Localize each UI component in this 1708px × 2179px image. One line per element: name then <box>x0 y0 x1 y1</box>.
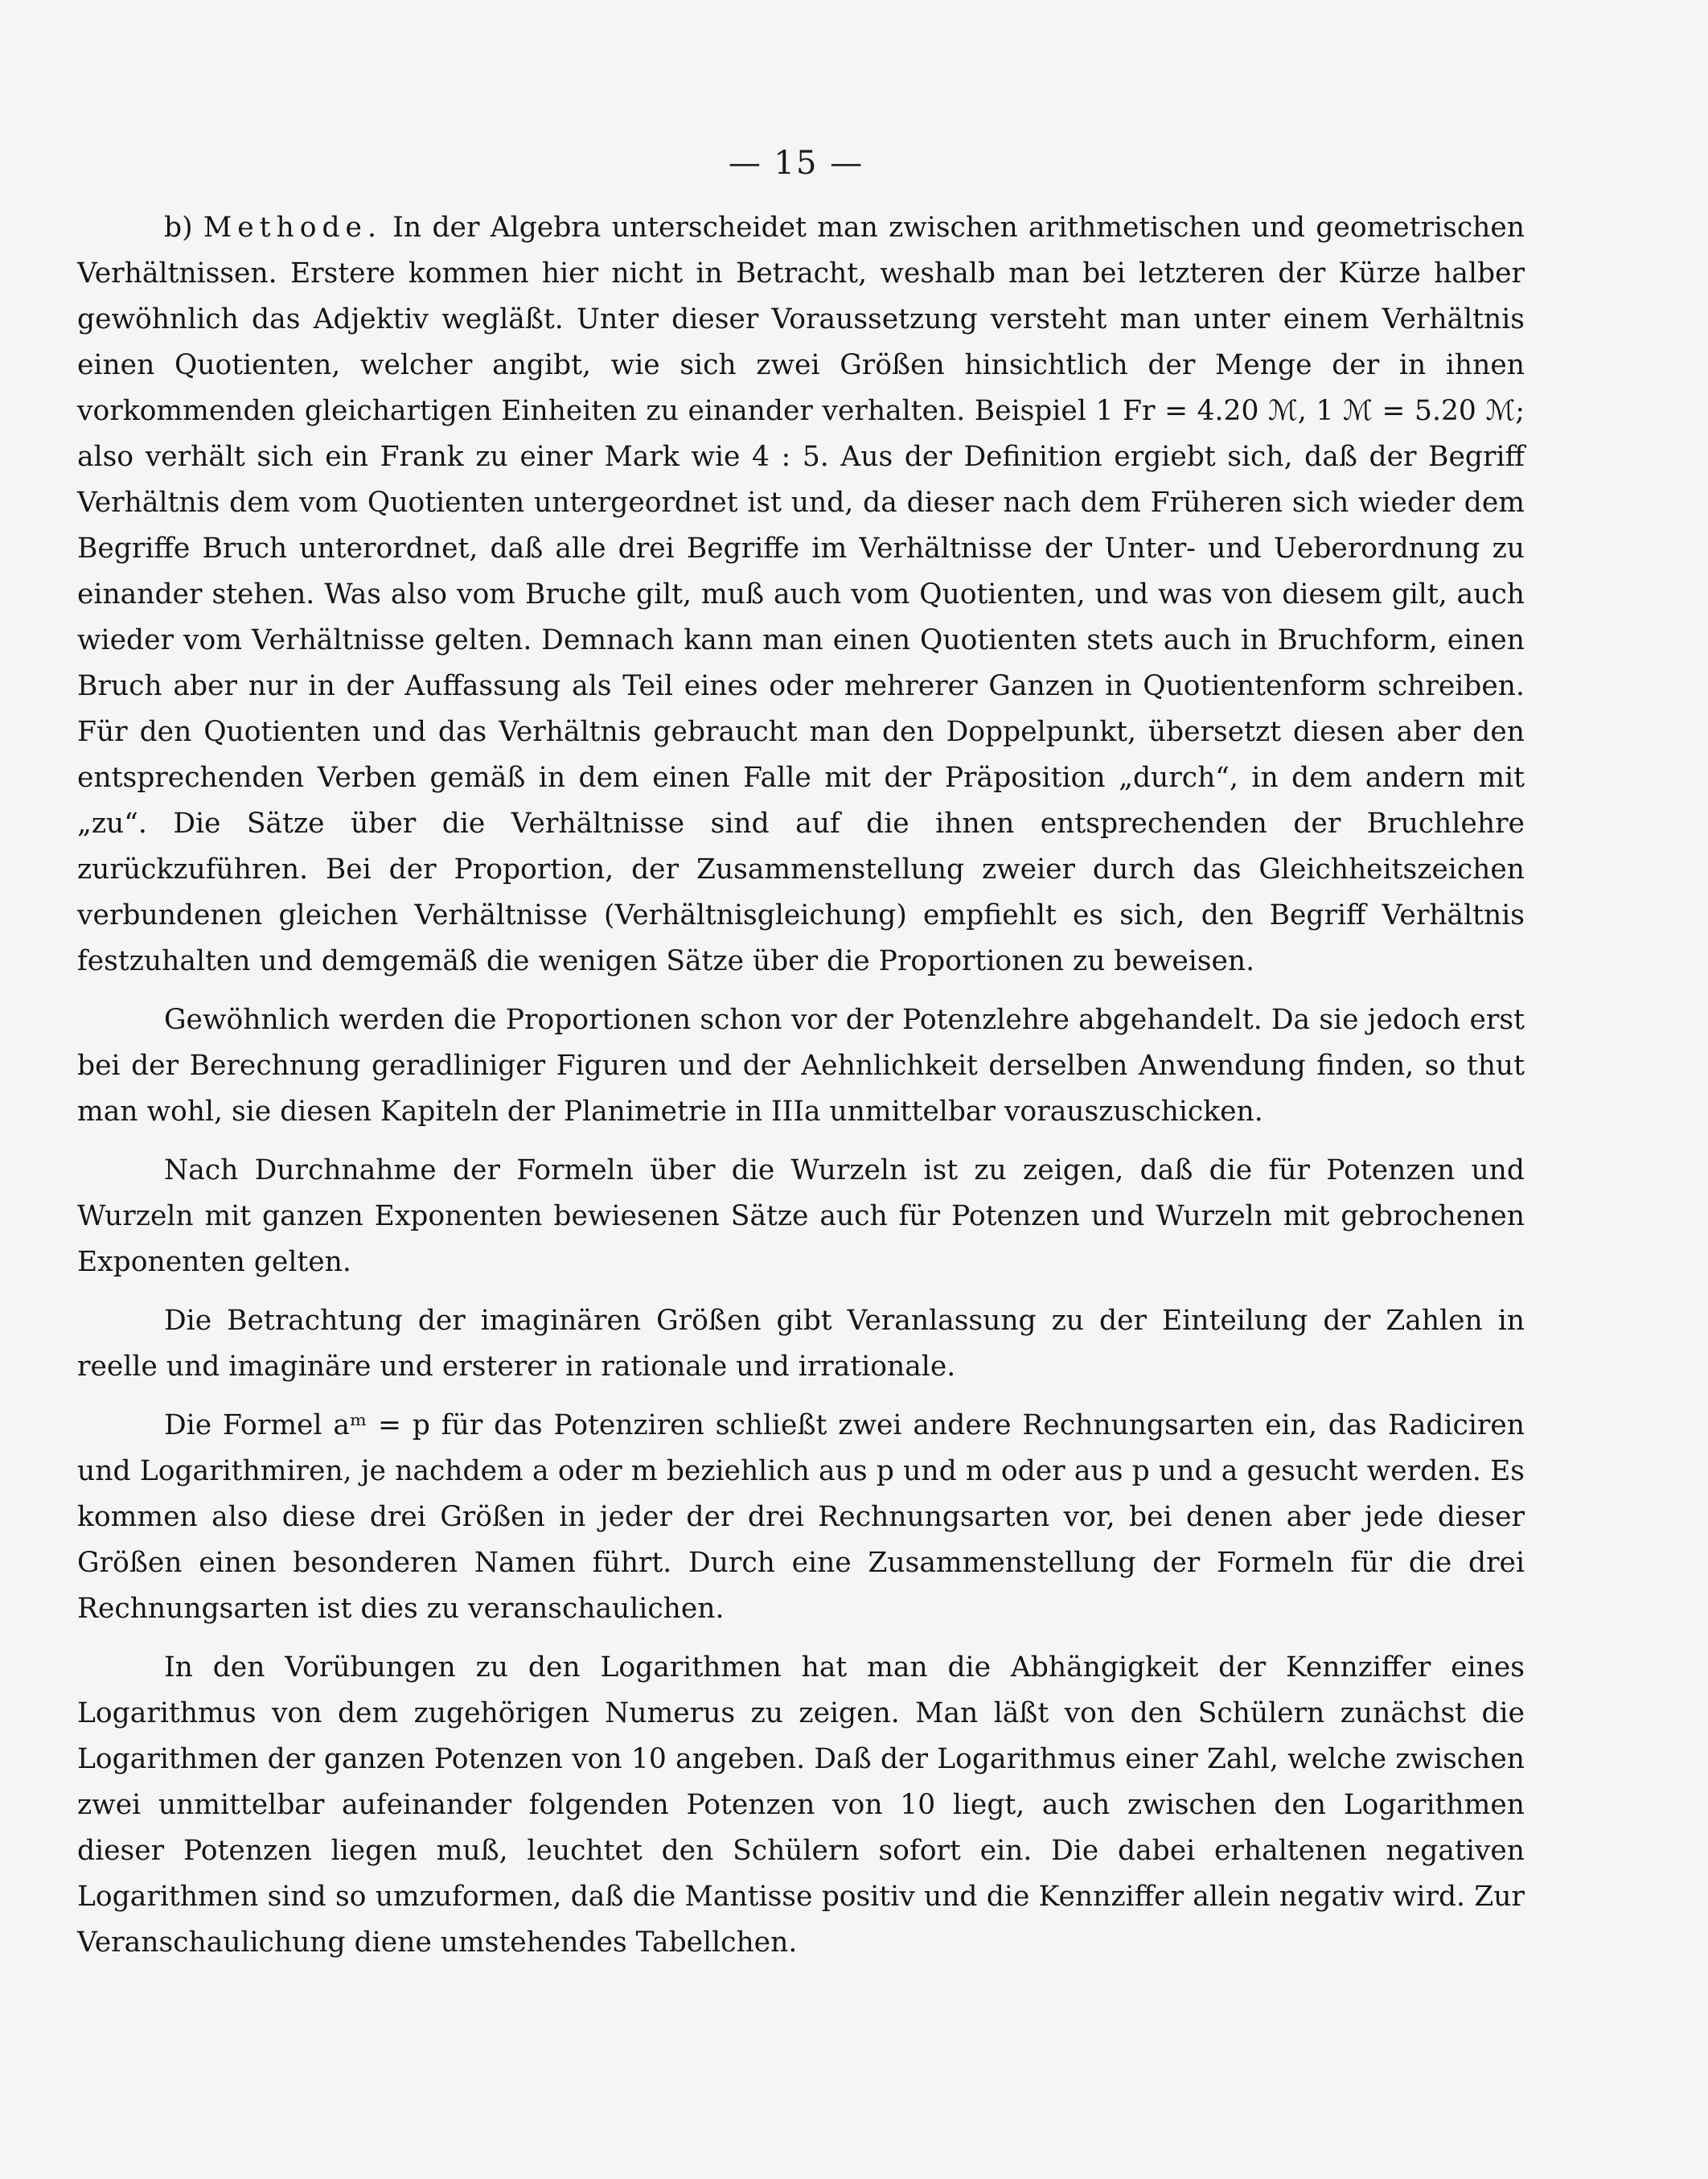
body-text <box>77 205 1525 1966</box>
paragraph-imaginaere-groessen: Die Betrachtung der imaginären Größen gibt Veranlassung zu der Einteilung der Zahlen in reelle und imaginäre und ersterer in rationale und irrationale. <box>77 1305 1525 1383</box>
paragraph-methode <box>77 205 1525 985</box>
section-heading-methode: Methode. <box>203 212 382 244</box>
paragraph-proportionen: Gewöhnlich werden die Proportionen schon vor der Potenzlehre abgehandelt. Da sie jedoch erst bei der Berechnung geradliniger Figuren und der Aehnlichkeit derselben Anwendung finden, so thut man wohl, sie diesen Kapiteln der Planimetrie in IIIa unmittelbar vorauszuschicken. <box>77 1004 1525 1128</box>
page-number: — 15 — <box>728 145 864 182</box>
paragraph-text: In der Algebra unterscheidet man zwischen arithmetischen und geometrischen Verhältnissen. Erstere kommen hier nicht in Betracht, weshalb man bei letzteren der Kürze halber gewöhnlich das Adjektiv wegläßt. Unter dieser Voraussetzung versteht man unter einem Verhältnis einen Quotienten, welcher angibt, wie sich zwei Größen hinsichtlich der Menge der in ihnen vorkommenden gleichartigen Einheiten zu einander verhalten. Beispiel 1 Fr = 4.20 ℳ, 1 ℳ = 5.20 ℳ; also verhält sich ein Frank zu einer Mark wie 4 : 5. Aus der Definition ergiebt sich, daß der Begriff Verhältnis dem vom Quotienten untergeordnet ist und, da dieser nach dem Früheren sich wieder dem Begriffe Bruch unterordnet, daß alle drei Begriffe im Verhältnisse der Unter- und Ueberordnung zu einander stehen. Was also vom Bruche gilt, muß auch vom Quotienten, und was von diesem gilt, auch wieder vom Verhältnisse gelten. Demnach kann man einen Quotienten stets auch in Bruchform, einen Bruch aber nur in der Auffassung als Teil eines oder mehrerer Ganzen in Quotientenform schreiben. Für den Quotienten und das Verhältnis gebraucht man den Doppelpunkt, übersetzt diesen aber den entsprechenden Verben gemäß in dem einen Falle mit der Präposition „durch“, in dem andern mit „zu“. Die Sätze über die Verhältnisse sind auf die ihnen entsprechenden der Bruchlehre zurückzuführen. Bei der Proportion, der Zusammenstellung zweier durch das Gleichheitszeichen verbundenen gleichen Verhältnisse (Verhältnisgleichung) empfiehlt es sich, den Begriff Verhältnis festzuhalten und demgemäß die wenigen Sätze über die Proportionen zu beweisen. <box>77 212 1525 977</box>
paragraph-formel: Die Formel aᵐ = p für das Potenziren schließt zwei andere Rechnungsarten ein, das Radiciren und Logarithmiren, je nachdem a oder m beziehlich aus p und m oder aus p und a gesucht werden. Es kommen also diese drei Größen in jeder der drei Rechnungsarten vor, bei denen aber jede dieser Größen einen besonderen Namen führt. Durch eine Zusammenstellung der Formeln für die drei Rechnungsarten ist dies zu veranschaulichen. <box>77 1409 1525 1625</box>
paragraph-logarithmen: In den Vorübungen zu den Logarithmen hat man die Abhängigkeit der Kennziffer eines Logarithmus von dem zugehörigen Numerus zu zeigen. Man läßt von den Schülern zunächst die Logarithmen der ganzen Potenzen von 10 angeben. Daß der Logarithmus einer Zahl, welche zwischen zwei unmittelbar aufeinander folgenden Potenzen von 10 liegt, auch zwischen den Logarithmen dieser Potenzen liegen muß, leuchtet den Schülern sofort ein. Die dabei erhaltenen negativen Logarithmen sind so umzuformen, daß die Mantisse positiv und die Kennziffer allein negativ wird. Zur Veranschaulichung diene umstehendes Tabellchen. <box>77 1651 1525 1959</box>
paragraph-wurzeln: Nach Durchnahme der Formeln über die Wurzeln ist zu zeigen, daß die für Potenzen und Wurzeln mit ganzen Exponenten bewiesenen Sätze auch für Potenzen und Wurzeln mit gebrochenen Exponenten gelten. <box>77 1154 1525 1278</box>
section-marker: b) <box>164 212 203 244</box>
